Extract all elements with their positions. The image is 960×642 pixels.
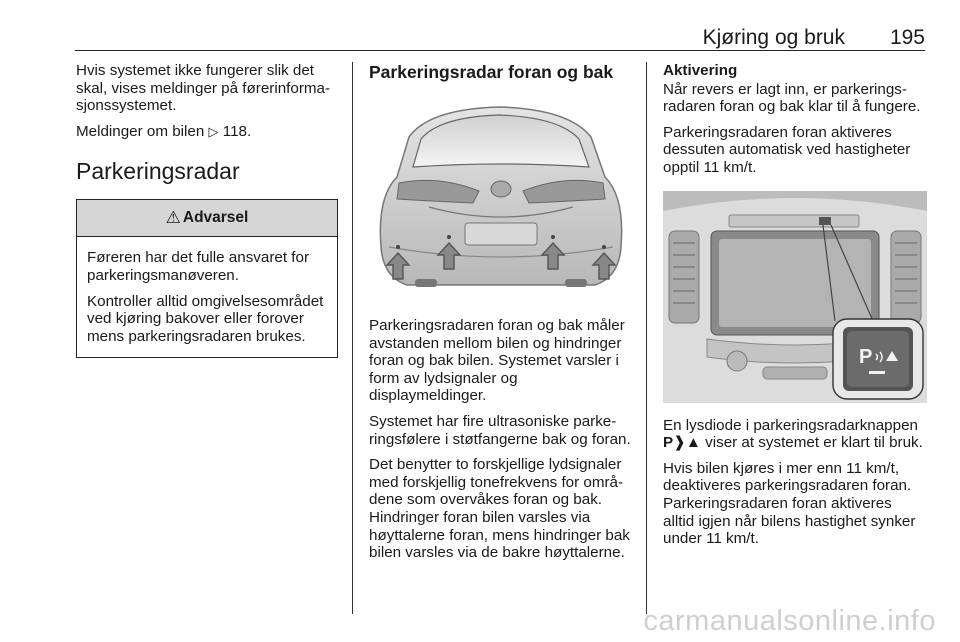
paragraph: Parkeringsradaren foran aktiveres dessuten automatisk ved hastigheter opptil 11 km/t. [663, 123, 911, 176]
page-link[interactable]: 118. [222, 122, 252, 140]
page-header [75, 22, 925, 51]
paragraph: Hvis systemet ikke fungerer slik det skal, vises meldinger på førerinformasjonssystemet. [76, 62, 331, 115]
warning-text: Kontroller alltid omgivelsesområdet ved kjøring bakover eller forover mens parkeringsradaren brukes. [87, 292, 324, 345]
parking-sensor-symbol-icon: P❱▲ [663, 434, 701, 452]
car-rear-illustration [369, 97, 633, 297]
column-left [76, 62, 338, 358]
watermark: carmanualsonline.info [643, 605, 936, 637]
paragraph-led: En lysdiode i parkeringsradarknappen P❱▲ viser at systemet er klart til bruk. [663, 416, 923, 452]
section-heading: Parkeringsradar [76, 158, 240, 185]
paragraph: Systemet har fire ultrasoniske parkeringsfølere i støtfangerne bak og foran. [369, 412, 631, 448]
warning-box [76, 199, 338, 358]
warning-title: Advarsel [182, 209, 249, 227]
section-heading: Parkeringsradar foran og bak [369, 62, 614, 82]
warning-text: Føreren har det fulle ansvaret for parkeringsmanøveren. [87, 249, 310, 284]
paragraph-reference: Meldinger om bilen ▷ 118. [76, 122, 252, 140]
warning-body [77, 237, 337, 357]
page-number: 195 [889, 26, 925, 49]
column-divider [352, 62, 353, 614]
svg-text:P: P [859, 345, 873, 368]
subheading: Aktivering [663, 62, 738, 79]
column-divider [646, 62, 647, 614]
paragraph: Hvis bilen kjøres i mer enn 11 km/t, deaktiveres parkeringsradaren foran. Parkeringsradaren foran aktiveres alltid igjen når bilens hastighet synker under 11 km/t. [663, 459, 916, 548]
column-middle [369, 62, 633, 570]
arrow-reference-icon: ▷ [208, 123, 219, 139]
column-right [663, 62, 927, 556]
dashboard-illustration [663, 191, 927, 403]
paragraph: Når revers er lagt inn, er parkeringsradaren foran og bak klar til å fungere. [663, 80, 921, 116]
warning-header [77, 200, 337, 237]
paragraph: Det benytter to forskjellige lydsignaler med forskjellig tonefrekvens for områdene som overvåkes foran og bak. Hindringer foran bilen varsles via høyttalerne foran, mens hindringer bak bilen varsles via de bakre høyttalerne. [369, 456, 630, 562]
warning-triangle-icon: ⚠ [165, 208, 181, 228]
page-title: Kjøring og bruk [702, 26, 845, 49]
paragraph: Parkeringsradaren foran og bak måler avstanden mellom bilen og hindringer foran og bak bilen. Systemet varsler i form av lydsignaler og displaymeldinger. [369, 317, 625, 405]
